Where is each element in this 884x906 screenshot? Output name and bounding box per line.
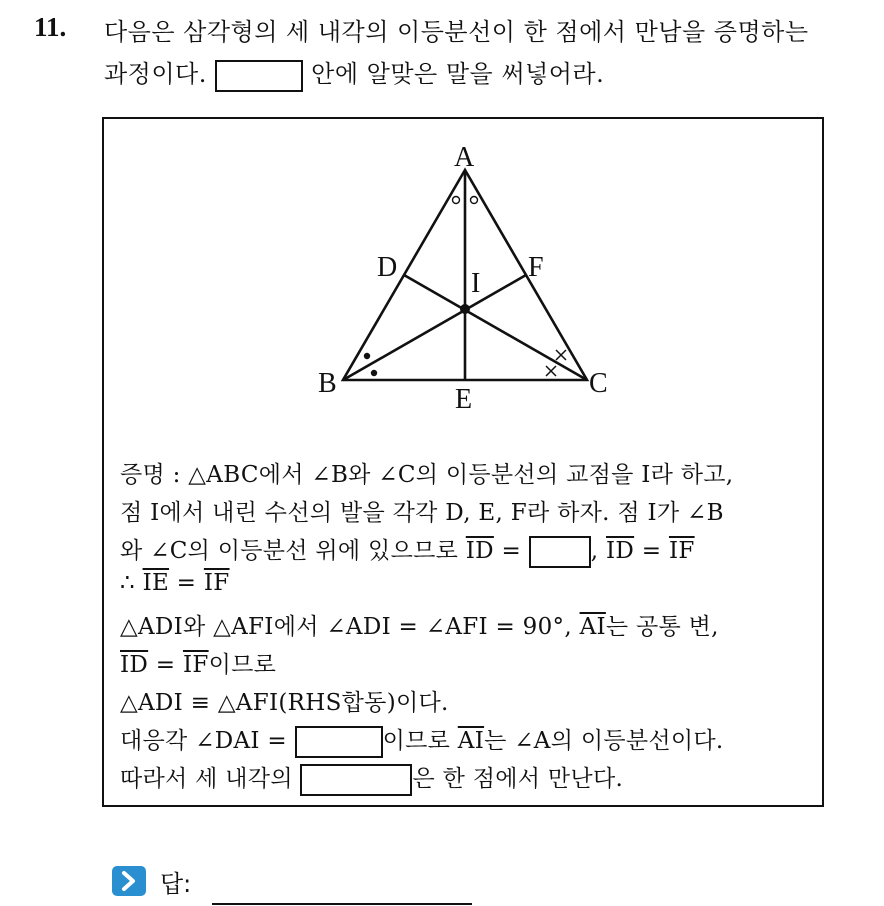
label-e: E	[455, 384, 473, 415]
therefore-sign: ∴	[120, 570, 135, 596]
proof-text: 은 한 점에서 만난다.	[412, 766, 624, 792]
incenter-point	[460, 304, 470, 314]
segment-if: $\overline{IF}$	[203, 570, 230, 596]
bisector-c	[404, 275, 587, 380]
proof-text: 따라서 세 내각의	[120, 766, 293, 792]
proof-text: 는 ∠A의 이등분선이다.	[484, 728, 724, 754]
question-text-part1: 과정이다.	[104, 60, 207, 88]
proof-text: 는 공통 변,	[605, 614, 719, 640]
comma: ,	[590, 538, 599, 564]
label-a: A	[454, 142, 475, 173]
proof-line-1: 증명 : △ABC에서 ∠B와 ∠C의 이등분선의 교점을 I라 하고,	[120, 462, 734, 488]
segment-ie: $\overline{IE}$	[142, 570, 170, 596]
bisector-b	[343, 275, 526, 380]
proof-blank-3	[300, 764, 412, 796]
proof-text: △ADI와 △AFI에서 ∠ADI = ∠AFI = 90°,	[120, 614, 572, 640]
equals-sign: =	[641, 538, 662, 564]
proof-line-7: △ADI ≡ △AFI(RHS합동)이다.	[120, 690, 449, 716]
proof-line-4	[120, 570, 230, 596]
proof-line-9	[120, 760, 623, 796]
question-text-part2: 안에 알맞은 말을 써넣어라.	[311, 60, 605, 88]
answer-input-line[interactable]	[212, 903, 472, 905]
proof-text: 이므로	[382, 728, 451, 754]
segment-if: $\overline{IF}$	[668, 538, 695, 564]
proof-line-8	[120, 722, 724, 758]
proof-blank-1	[529, 536, 591, 568]
segment-ai: $\overline{AI}$	[579, 614, 606, 640]
question-blank-box	[215, 60, 303, 92]
question-text-line2	[104, 54, 604, 92]
proof-blank-2	[295, 726, 383, 758]
label-i: I	[471, 268, 481, 299]
proof-text: 와 ∠C의 이등분선 위에 있으므로	[120, 538, 459, 564]
question-text-line1: 다음은 삼각형의 세 내각의 이등분선이 한 점에서 만남을 증명하는	[104, 18, 809, 46]
segment-ai: $\overline{AI}$	[457, 728, 485, 754]
proof-text: 이므로	[208, 652, 277, 678]
proof-line-6	[120, 646, 276, 679]
label-b: B	[318, 368, 337, 399]
label-c: C	[589, 368, 608, 399]
arrow-right-icon	[112, 866, 146, 896]
proof-line-5	[120, 608, 719, 641]
proof-line-2: 점 I에서 내린 수선의 발을 각각 D, E, F라 하자. 점 I가 ∠B	[120, 500, 724, 526]
label-d: D	[377, 252, 398, 283]
segment-id: $\overline{ID}$	[465, 538, 494, 564]
question-number: 11.	[34, 12, 67, 42]
segment-if: $\overline{IF}$	[182, 652, 209, 678]
label-f: F	[528, 252, 544, 283]
segment-id: $\overline{ID}$	[605, 538, 635, 564]
equals-sign: =	[176, 570, 197, 596]
triangle-figure	[300, 140, 630, 420]
equals-sign: =	[501, 538, 522, 564]
proof-line-3	[120, 532, 695, 568]
equals-sign: =	[155, 652, 176, 678]
proof-text: 대응각 ∠DAI =	[120, 728, 287, 754]
answer-label: 답:	[160, 870, 192, 898]
segment-id: $\overline{ID}$	[120, 652, 149, 678]
